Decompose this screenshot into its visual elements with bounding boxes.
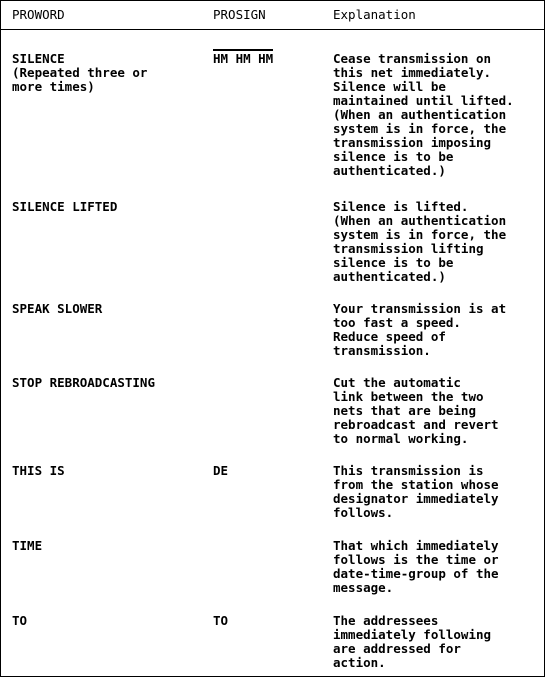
row-explanation: Cut the automatic link between the two nets that are being rebroadcast and revert to normal working.: [333, 375, 499, 446]
table-header: [1, 1, 544, 30]
row-prosign: DE: [213, 463, 229, 478]
row-proword: SILENCE (Repeated three or more times): [12, 51, 148, 94]
row-explanation: This transmission is from the station whose designator immediately follows.: [333, 463, 499, 520]
row-explanation: That which immediately follows is the time or date-time-group of the message.: [333, 538, 499, 595]
row-explanation: Silence is lifted. (When an authentication system is in force, the transmission lifting silence is to be authenticated.): [333, 199, 507, 284]
row-explanation: The addressees immediately following are addressed for action.: [333, 613, 492, 670]
row-proword: STOP REBROADCASTING: [12, 375, 155, 390]
header-explanation: Explanation: [333, 7, 416, 22]
row-proword: SPEAK SLOWER: [12, 301, 103, 316]
row-prosign: TO: [213, 613, 229, 628]
row-proword: THIS IS: [12, 463, 65, 478]
row-proword: TIME: [12, 538, 43, 553]
row-proword: TO: [12, 613, 28, 628]
header-proword: PROWORD: [12, 7, 65, 22]
row-explanation: Cease transmission on this net immediately. Silence will be maintained until lifted. (When an authentication system is in force, the transmission imposing silence is to be authenticated.): [333, 51, 514, 178]
header-prosign: PROSIGN: [213, 7, 266, 22]
row-prosign: [213, 52, 273, 66]
row-explanation: Your transmission is at too fast a speed. Reduce speed of transmission.: [333, 301, 507, 358]
row-proword: SILENCE LIFTED: [12, 199, 118, 214]
prosign-overlined: HM HM HM: [213, 51, 274, 66]
